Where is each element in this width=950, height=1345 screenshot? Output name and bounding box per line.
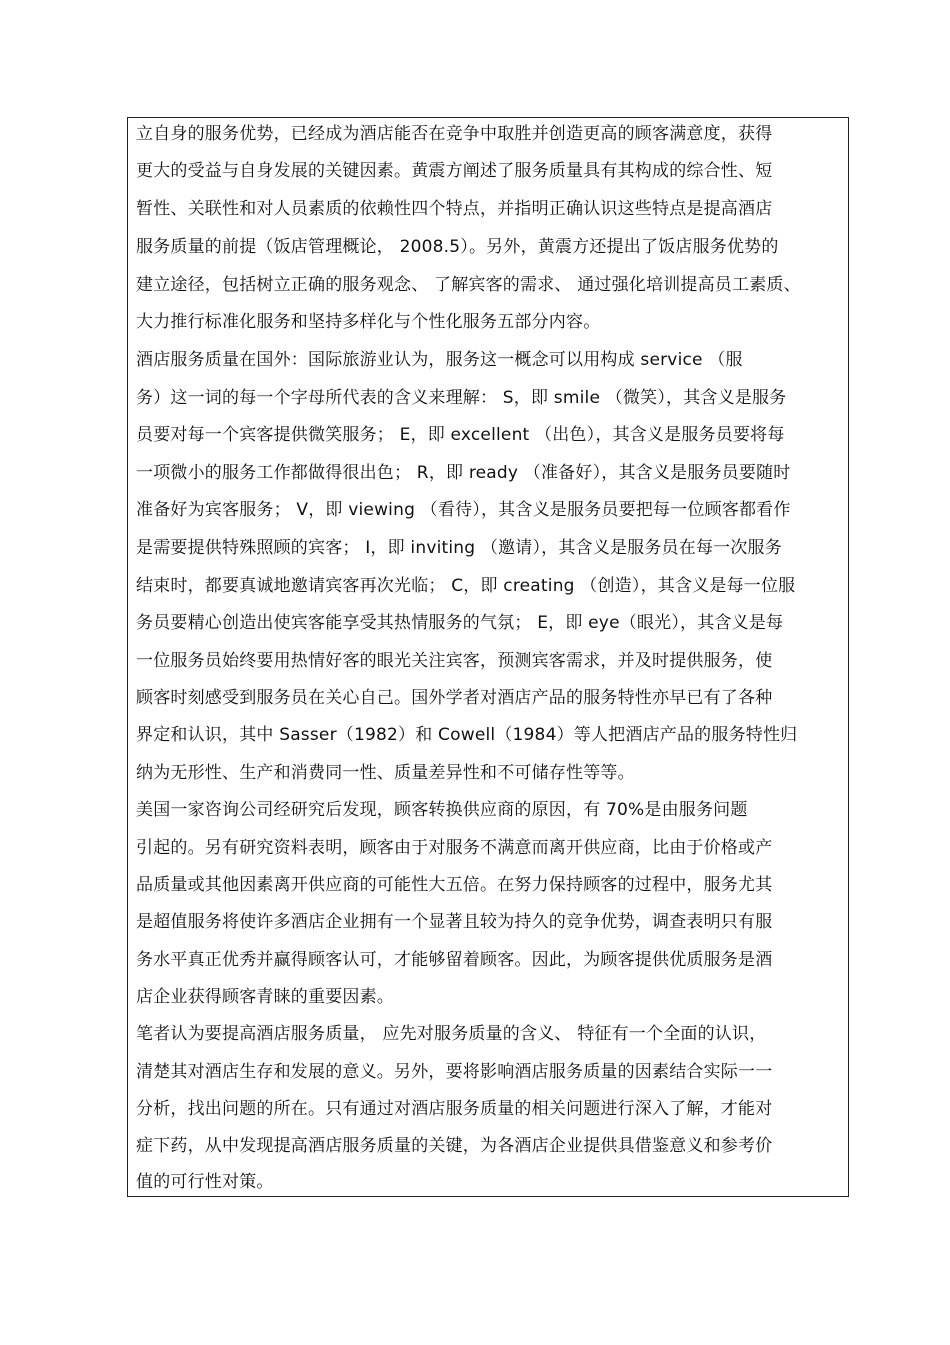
text-line: 务）这一词的每一个字母所代表的含义来理解： S，即 smile （微笑），其含义是服务 — [136, 388, 787, 408]
text-line: 立自身的服务优势，已经成为酒店能否在竞争中取胜并创造更高的顾客满意度，获得 — [136, 124, 773, 144]
text-line: 店企业获得顾客青睐的重要因素。 — [136, 987, 394, 1007]
text-line: 务员要精心创造出使宾客能享受其热情服务的气氛； E，即 eye（眼光），其含义是每 — [136, 613, 784, 633]
text-line: 酒店服务质量在国外：国际旅游业认为，服务这一概念可以用构成 service （服 — [136, 350, 743, 370]
text-line: 纳为无形性、生产和消费同一性、质量差异性和不可储存性等等。 — [136, 763, 635, 783]
text-line: 清楚其对酒店生存和发展的意义。另外，要将影响酒店服务质量的因素结合实际一一 — [136, 1062, 773, 1082]
text-line: 顾客时刻感受到服务员在关心自己。国外学者对酒店产品的服务特性亦早已有了各种 — [136, 688, 773, 708]
text-line: 界定和认识，其中 Sasser（1982）和 Cowell（1984）等人把酒店产品的服务特性归 — [136, 725, 798, 745]
text-line: 暂性、关联性和对人员素质的依赖性四个特点，并指明正确认识这些特点是提高酒店 — [136, 199, 773, 219]
text-line: 员要对每一个宾客提供微笑服务； E，即 excellent （出色），其含义是服务员要将每 — [136, 425, 785, 445]
text-line: 大力推行标准化服务和坚持多样化与个性化服务五部分内容。 — [136, 312, 601, 332]
text-line: 一项微小的服务工作都做得很出色； R，即 ready （准备好），其含义是服务员要随时 — [136, 463, 791, 483]
text-line: 建立途径，包括树立正确的服务观念、 了解宾客的需求、 通过强化培训提高员工素质、 — [136, 275, 801, 295]
text-line: 分析，找出问题的所在。只有通过对酒店服务质量的相关问题进行深入了解，才能对 — [136, 1099, 773, 1119]
text-line: 是超值服务将使许多酒店企业拥有一个显著且较为持久的竞争优势，调查表明只有服 — [136, 912, 773, 932]
text-line: 结束时，都要真诚地邀请宾客再次光临； C，即 creating （创造），其含义是每一位服 — [136, 576, 796, 596]
text-line: 笔者认为要提高酒店服务质量， 应先对服务质量的含义、 特征有一个全面的认识， — [136, 1024, 767, 1044]
text-line: 引起的。另有研究资料表明，顾客由于对服务不满意而离开供应商，比由于价格或产 — [136, 838, 773, 858]
text-line: 美国一家咨询公司经研究后发现，顾客转换供应商的原因，有 70%是由服务问题 — [136, 800, 748, 820]
text-line: 服务质量的前提（饭店管理概论， 2008.5）。另外，黄震方还提出了饭店服务优势的 — [136, 237, 779, 257]
text-line: 品质量或其他因素离开供应商的可能性大五倍。在努力保持顾客的过程中，服务尤其 — [136, 875, 773, 895]
text-line: 更大的受益与自身发展的关键因素。黄震方阐述了服务质量具有其构成的综合性、短 — [136, 161, 773, 181]
text-line: 是需要提供特殊照顾的宾客； I，即 inviting （邀请），其含义是服务员在每一次服务 — [136, 538, 782, 558]
text-line: 值的可行性对策。 — [136, 1172, 274, 1192]
text-line: 症下药，从中发现提高酒店服务质量的关键，为各酒店企业提供具借鉴意义和参考价 — [136, 1136, 773, 1156]
text-line: 务水平真正优秀并赢得顾客认可，才能够留着顾客。因此，为顾客提供优质服务是酒 — [136, 950, 773, 970]
text-line: 准备好为宾客服务； V，即 viewing （看待），其含义是服务员要把每一位顾客都看作 — [136, 500, 791, 520]
text-line: 一位服务员始终要用热情好客的眼光关注宾客，预测宾客需求，并及时提供服务，使 — [136, 651, 773, 671]
